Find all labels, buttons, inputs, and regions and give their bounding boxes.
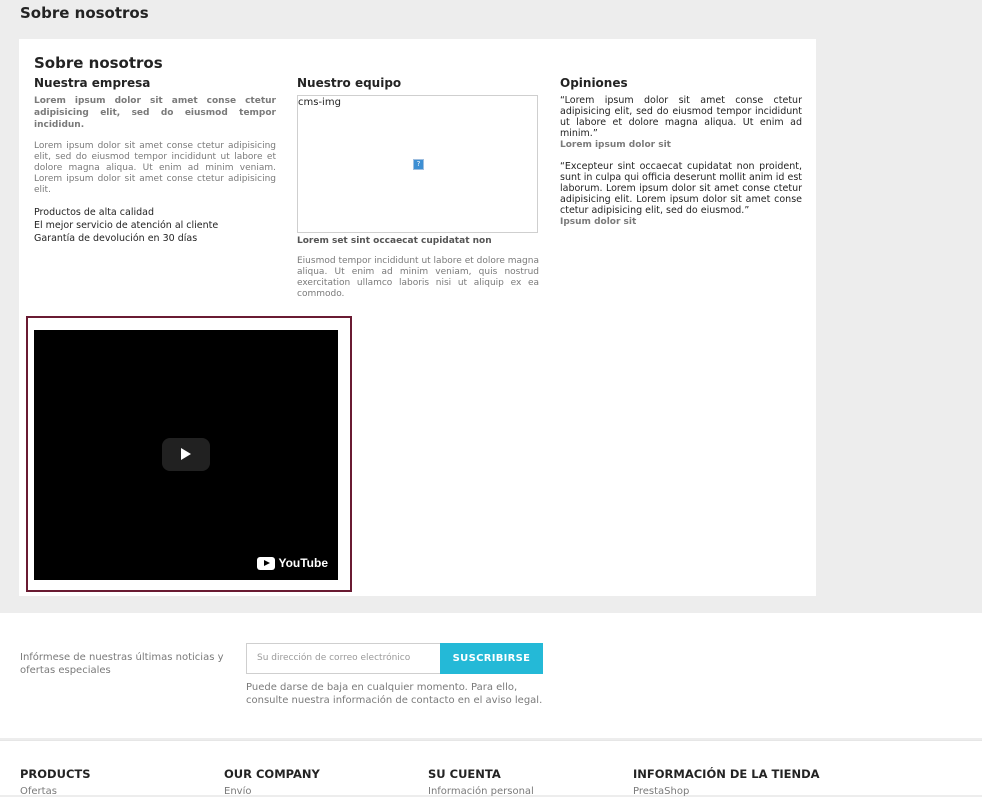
email-input[interactable]: Su dirección de correo electrónico <box>246 643 440 674</box>
footer-link[interactable]: Ofertas <box>20 786 57 797</box>
subscribe-button[interactable]: SUSCRIBIRSE <box>440 643 543 674</box>
column-our-company <box>34 76 276 245</box>
body-paragraph: Eiusmod tempor incididunt ut labore et dolore magna aliqua. Ut enim ad minim veniam, quis nostrud exercitation ullamco laboris nisi ut aliquip ex ea commodo. <box>297 256 539 299</box>
team-image <box>297 95 538 233</box>
footer-heading: INFORMACIÓN DE LA TIENDA <box>633 767 820 781</box>
footer-column-store-info <box>633 767 820 797</box>
footer-column-account <box>428 767 534 797</box>
footer-heading: SU CUENTA <box>428 767 501 781</box>
youtube-icon <box>257 557 275 570</box>
cms-content-card <box>19 39 816 596</box>
body-paragraph: Lorem ipsum dolor sit amet conse ctetur adipisicing elit, sed do eiusmod tempor incididunt ut labore et dolore magna aliqua. Ut enim ad minim veniam. Lorem ipsum dolor sit amet conse ctetur adipisicing elit. <box>34 141 276 195</box>
column-heading: Nuestra empresa <box>34 76 151 90</box>
image-caption: Lorem set sint occaecat cupidatat non <box>297 236 492 246</box>
testimonial-quote: “Lorem ipsum dolor sit amet conse ctetur adipisicing elit, sed do eiusmod tempor incididunt ut labore et dolore magna aliqua. Ut enim ad minim.” <box>560 95 802 139</box>
page-title: Sobre nosotros <box>20 4 149 22</box>
testimonial-author: Ipsum dolor sit <box>560 217 637 227</box>
footer-link: PrestaShop <box>633 786 690 797</box>
column-our-team <box>297 76 539 300</box>
youtube-logo[interactable] <box>257 556 328 570</box>
footer-heading: PRODUCTS <box>20 767 91 781</box>
testimonial-quote: “Excepteur sint occaecat cupidatat non proident, sunt in culpa qui officia deserunt mollit anim id est laborum. Lorem ipsum dolor sit amet conse ctetur adipisicing elit. Lorem ipsum dolor sit amet conse ctetur adipisicing elit, sed do eiusmod.” <box>560 161 802 216</box>
feature-item: Productos de alta calidad <box>34 207 154 218</box>
image-alt-text: cms-img <box>298 97 341 108</box>
column-testimonials <box>560 76 802 228</box>
play-icon <box>181 448 191 460</box>
newsletter-text: Infórmese de nuestras últimas noticias y ofertas especiales <box>20 652 224 676</box>
footer-heading: OUR COMPANY <box>224 767 320 781</box>
footer-column-company <box>224 767 320 797</box>
testimonial-author: Lorem ipsum dolor sit <box>560 140 671 150</box>
newsletter-note: Puede darse de baja en cualquier momento. Para ello, consulte nuestra información de contacto en el aviso legal. <box>246 682 543 706</box>
column-heading: Opiniones <box>560 76 628 90</box>
footer-link[interactable]: Información personal <box>428 786 534 797</box>
youtube-brand-text: YouTube <box>278 556 328 570</box>
feature-list <box>34 206 276 245</box>
video-frame <box>26 316 352 592</box>
card-title: Sobre nosotros <box>34 54 163 72</box>
column-heading: Nuestro equipo <box>297 76 402 90</box>
newsletter-section <box>0 613 982 738</box>
footer <box>0 740 982 795</box>
broken-image-icon: ? <box>413 159 424 170</box>
feature-item: El mejor servicio de atención al cliente <box>34 220 219 231</box>
youtube-video-player[interactable] <box>34 330 338 580</box>
footer-column-products <box>20 767 91 797</box>
feature-item: Garantía de devolución en 30 días <box>34 233 198 244</box>
lead-paragraph: Lorem ipsum dolor sit amet conse ctetur adipisicing elit, sed do eiusmod tempor incididun. <box>34 96 276 130</box>
footer-link[interactable]: Envío <box>224 786 252 797</box>
play-button[interactable] <box>162 438 210 471</box>
